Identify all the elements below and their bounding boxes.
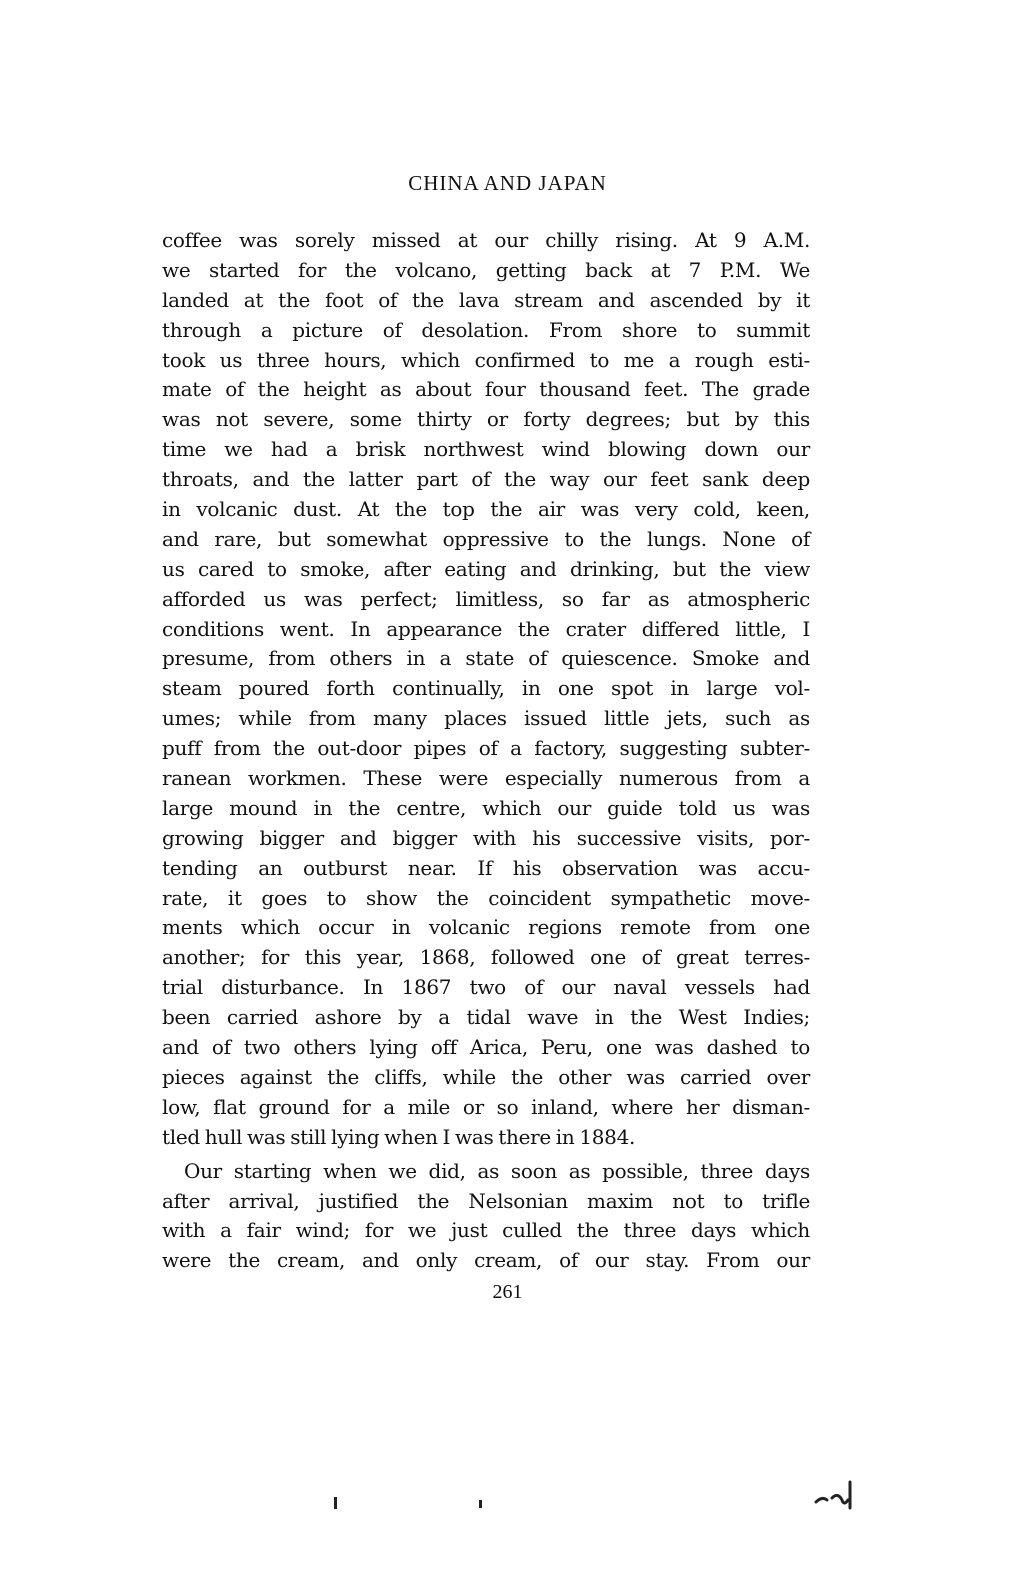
text-line: presume, from others in a state of quiescence. Smoke and <box>162 646 810 671</box>
text-line: took us three hours, which confirmed to me a rough esti- <box>162 347 810 372</box>
text-line: after arrival, justified the Nelsonian maxim not to trifle <box>162 1188 810 1213</box>
text-line: and of two others lying off Arica, Peru, one was dashed to <box>162 1035 810 1060</box>
text-line: throats, and the latter part of the way our feet sank deep <box>162 467 810 492</box>
scan-scribble-icon <box>812 1478 862 1512</box>
text-line: trial disturbance. In 1867 two of our naval vessels had <box>162 975 810 1000</box>
text-line: rate, it goes to show the coincident sympathetic move- <box>162 885 810 910</box>
text-line: coffee was sorely missed at our chilly rising. At 9 A.M. <box>162 228 810 252</box>
running-head: CHINA AND JAPAN <box>408 171 607 195</box>
text-line: mate of the height as about four thousand feet. The grade <box>162 377 810 402</box>
scan-mark <box>334 1497 337 1509</box>
text-line: steam poured forth continually, in one spot in large vol- <box>162 676 810 701</box>
text-line: time we had a brisk northwest wind blowing down our <box>162 437 810 462</box>
text-line: afforded us was perfect; limitless, so far as atmospheric <box>162 586 810 611</box>
text-line: through a picture of desolation. From shore to summit <box>162 317 810 342</box>
text-line: with a fair wind; for we just culled the three days which <box>162 1218 810 1243</box>
text-line: tled hull was still lying when I was there in 1884. <box>162 1124 636 1149</box>
text-line: were the cream, and only cream, of our stay. From our <box>162 1248 810 1273</box>
text-line: another; for this year, 1868, followed one of great terres- <box>162 945 810 970</box>
text-line: growing bigger and bigger with his successive visits, por- <box>162 825 810 850</box>
text-line: Our starting when we did, as soon as possible, three days <box>184 1158 810 1183</box>
text-line: puff from the out-door pipes of a factory, suggesting subter- <box>162 736 810 761</box>
text-line: in volcanic dust. At the top the air was very cold, keen, <box>162 497 810 522</box>
text-line: we started for the volcano, getting back at 7 P.M. We <box>162 257 810 282</box>
text-line: large mound in the centre, which our guide told us was <box>162 795 810 820</box>
page-number: 261 <box>492 1281 523 1303</box>
text-line: and rare, but somewhat oppressive to the lungs. None of <box>162 526 810 551</box>
text-line: ranean workmen. These were especially numerous from a <box>162 766 810 791</box>
text-line: low, flat ground for a mile or so inland, where her disman- <box>162 1094 810 1119</box>
text-line: pieces against the cliffs, while the other was carried over <box>162 1064 810 1089</box>
text-line: landed at the foot of the lava stream and ascended by it <box>162 287 810 312</box>
text-line: ments which occur in volcanic regions remote from one <box>162 915 810 940</box>
body-text <box>162 226 810 1276</box>
text-line: tending an outburst near. If his observation was accu- <box>162 855 810 880</box>
text-line: us cared to smoke, after eating and drinking, but the view <box>162 556 810 581</box>
text-line: conditions went. In appearance the crater differed little, I <box>162 616 810 641</box>
text-line: was not severe, some thirty or forty degrees; but by this <box>162 407 810 432</box>
text-line: umes; while from many places issued little jets, such as <box>162 706 810 731</box>
text-line: been carried ashore by a tidal wave in the West Indies; <box>162 1005 810 1030</box>
scan-mark <box>479 1500 482 1508</box>
